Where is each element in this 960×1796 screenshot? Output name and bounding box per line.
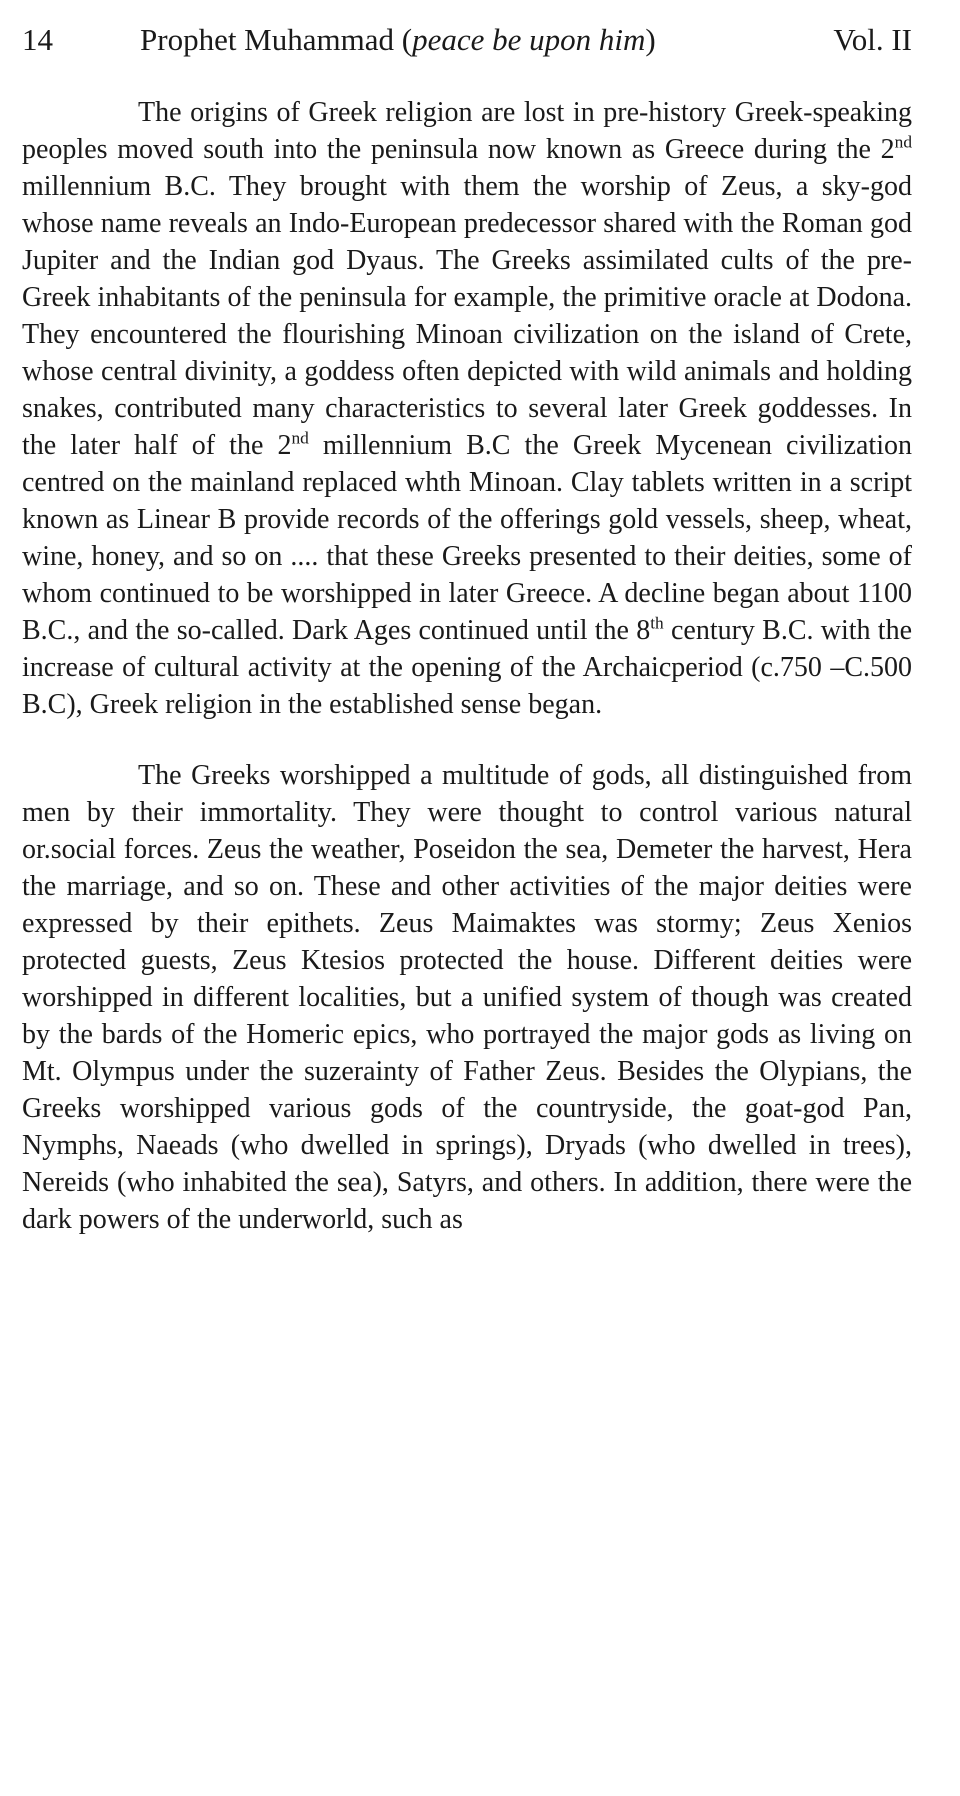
book-title-main: Prophet Muhammad ( (140, 22, 413, 57)
paragraph-greek-gods (22, 757, 912, 1238)
paragraph-text: century B.C. with the increase of cultural activity at the opening of the Archaicperiod (c.750 –C.500 B.C), Greek religion in the established sense began. (22, 615, 913, 720)
book-title-close: ) (645, 22, 656, 57)
book-title (140, 18, 656, 62)
ordinal-suffix: nd (894, 132, 912, 152)
paragraph-greek-religion-origins (22, 94, 912, 723)
volume-label: Vol. II (833, 22, 912, 57)
running-header (22, 18, 912, 62)
body-text (22, 94, 912, 1238)
paragraph-text: millennium B.C the Greek Mycenean civilization centred on the mainland replaced whth Minoan. Clay tablets written in a script known as Linear B provide records of the offerings gold vessels, sheep, wheat, wine, honey, and so on .... that these Greeks presented to their deities, some of whom continued to be worshipped in later Greece. A decline began about 1100 B.C., and the so-called. Dark Ages continued until the 8 (22, 430, 912, 646)
page-number: 14 (22, 22, 53, 57)
ordinal-suffix: nd (291, 428, 309, 448)
ordinal-suffix: th (650, 613, 664, 633)
paragraph-text: The Greeks worshipped a multitude of gods, all distinguished from men by their immortality. They were thought to control various natural or.social forces. Zeus the weather, Poseidon the sea, Demeter the harvest, Hera the marriage, and so on. These and other activities of the major deities were expressed by their epithets. Zeus Maimaktes was stormy; Zeus Xenios protected guests, Zeus Ktesios protected the house. Different deities were worshipped in different localities, but a unified system of though was created by the bards of the Homeric epics, who portrayed the major gods as living on Mt. Olympus under the suzerainty of Father Zeus. Besides the Olypians, the Greeks worshipped various gods of the countryside, the goat-god Pan, Nymphs, Naeads (who dwelled in springs), Dryads (who dwelled in trees), Nereids (who inhabited the sea), Satyrs, and others. In addition, there were the dark powers of the underworld, such as (22, 760, 912, 1235)
paragraph-text: The origins of Greek religion are lost in pre-history Greek-speaking peoples moved south into the peninsula now known as Greece during the 2 (22, 97, 912, 165)
paragraph-text: millennium B.C. They brought with them the worship of Zeus, a sky-god whose name reveals an Indo-European predecessor shared with the Roman god Jupiter and the Indian god Dyaus. The Greeks assimilated cults of the pre-Greek inhabitants of the peninsula for example, the primitive oracle at Dodona. They encountered the flourishing Minoan civilization on the island of Crete, whose central divinity, a goddess often depicted with wild animals and holding snakes, contributed many characteristics to several later Greek goddesses. In the later half of the 2 (22, 171, 912, 461)
book-title-italic: peace be upon him (412, 22, 646, 57)
